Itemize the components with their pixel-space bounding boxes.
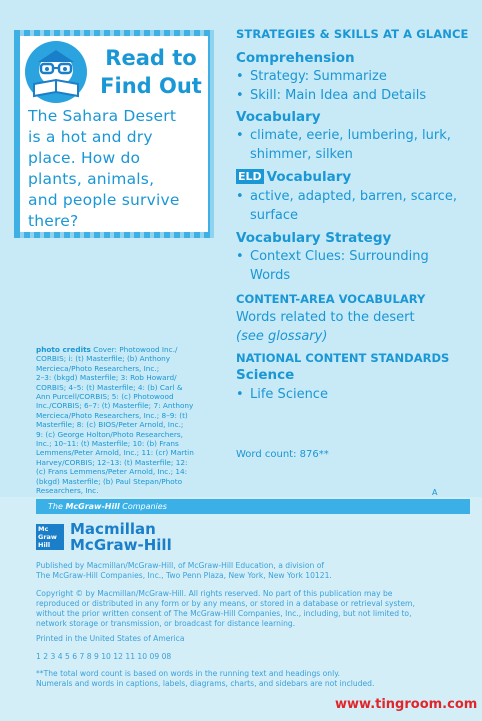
legal-line: Copyright © by Macmillan/McGraw-Hill. All rights reserved. No part of this publication may be [36, 589, 393, 598]
eld-heading-text: Vocabulary [266, 169, 352, 185]
photo-credits [36, 345, 200, 496]
comprehension-list [236, 67, 458, 105]
logo-mark-line: Hill [38, 541, 51, 549]
science-heading: Science [236, 367, 295, 383]
read-to-find-out-title [96, 44, 206, 100]
logo-mark-line: Mc [38, 525, 49, 533]
list-item: • Strategy: Summarize [236, 67, 458, 86]
word-count-note [36, 669, 456, 689]
see-glossary-note: (see glossary) [236, 329, 328, 344]
list-item: • Life Science [236, 385, 458, 404]
list-item: • Skill: Main Idea and Details [236, 86, 458, 105]
title-line-1: Read to [105, 46, 197, 70]
credit-line: CORBIS; i: (t) Masterfile; (b) Anthony [36, 354, 171, 364]
read-to-find-out-inner [20, 36, 208, 232]
read-to-find-out-box [14, 30, 214, 238]
credit-line: Harvey/CORBIS; 12–13: (t) Masterfile; 12: [36, 457, 188, 467]
band-suffix: Companies [122, 502, 167, 511]
credit-line: Mercieca/Photo Researchers, Inc.; 8–9: (t) [36, 410, 188, 420]
vocabulary-strategy-list [236, 247, 458, 285]
legal-line: reproduced or distributed in any form or by any means, or stored in a database or retrieval system, [36, 599, 415, 608]
word-count: Word count: 876** [236, 449, 329, 460]
legal-line: The McGraw-Hill Companies, Inc., Two Penn Plaza, New York, New York 10121. [36, 571, 332, 580]
macmillan-mcgraw-hill-logo [70, 521, 172, 553]
body-line: and people survive [28, 191, 180, 209]
list-item [236, 247, 458, 285]
list-item [236, 126, 458, 164]
credit-line: Cover: Photowood Inc./ [90, 345, 178, 354]
strategy-line-2: Words [250, 268, 291, 283]
credit-line: Masterfile; 8: (c) BIOS/Peter Arnold, Inc.; [36, 420, 184, 430]
eld-vocabulary-list [236, 187, 458, 225]
eld-vocabulary-heading [236, 169, 351, 185]
content-area-text [236, 308, 458, 346]
band-brand: McGraw-Hill [65, 502, 120, 511]
credit-line: Researchers, Inc. [36, 486, 99, 496]
mcgraw-hill-logo-mark [36, 524, 64, 550]
watermark: www.tingroom.com [335, 697, 478, 712]
printed-in: Printed in the United States of America [36, 634, 185, 643]
band-prefix: The [48, 502, 63, 511]
logo-line-1: Macmillan [70, 520, 156, 538]
standards-heading: NATIONAL CONTENT STANDARDS [236, 351, 450, 365]
body-line: place. How do [28, 149, 141, 167]
credit-line: Ann Purcell/CORBIS; 5: (c) Photowood [36, 392, 174, 402]
legal-line: without the prior written consent of The McGraw-Hill Companies, Inc., including, but not limited to, [36, 609, 412, 618]
credit-line: Mercieca/Photo Researchers, Inc.; [36, 363, 160, 373]
content-area-line-1: Words related to the desert [236, 310, 415, 325]
eld-line-2: surface [250, 208, 299, 223]
standards-list [236, 385, 458, 404]
vocabulary-strategy-heading: Vocabulary Strategy [236, 230, 392, 246]
body-line: is a hot and dry [28, 128, 153, 146]
legal-line: Numerals and words in captions, labels, diagrams, charts, and sidebars are not included. [36, 679, 375, 688]
credit-line: (c) Frans Lemmens/Peter Arnold, Inc.; 14: [36, 467, 188, 477]
corner-letter: A [432, 488, 438, 497]
credit-line: Inc./CORBIS; 6–7: (t) Masterfile; 7: Anthony [36, 401, 194, 411]
logo-line-2: McGraw-Hill [70, 536, 172, 554]
vocabulary-list [236, 126, 458, 164]
credit-line: Inc.; 10–11: (t) Masterfile; 10: (b) Frans [36, 439, 179, 449]
credit-line: 9: (c) George Holton/Photo Researchers, [36, 429, 183, 439]
published-by [36, 561, 456, 581]
glance-heading: STRATEGIES & SKILLS AT A GLANCE [236, 27, 469, 41]
vocabulary-line-1: • climate, eerie, lumbering, lurk, [250, 128, 451, 143]
vocabulary-heading: Vocabulary [236, 109, 321, 125]
body-line: there? [28, 212, 79, 230]
credit-line: 2–3: (bkgd) Masterfile; 3: Rob Howard/ [36, 373, 177, 383]
legal-line: network storage or transmission, or broadcast for distance learning. [36, 619, 296, 628]
eld-line-1: • active, adapted, barren, scarce, [250, 189, 457, 204]
body-line: plants, animals, [28, 170, 155, 188]
photo-credits-label: photo credits [36, 345, 91, 354]
credit-line: (bkgd) Masterfile; (b) Paul Stepan/Photo [36, 476, 183, 486]
reader-character-icon [24, 40, 88, 104]
logo-mark-line: Graw [38, 533, 57, 541]
strategy-line-1: • Context Clues: Surrounding [250, 249, 429, 264]
body-line: The Sahara Desert [28, 107, 177, 125]
credit-line: CORBIS; 4–5: (t) Masterfile; 4: (b) Carl & [36, 382, 183, 392]
list-item [236, 187, 458, 225]
copyright-notice [36, 589, 456, 629]
eld-badge: ELD [238, 170, 262, 183]
comprehension-heading: Comprehension [236, 50, 355, 66]
legal-line: **The total word count is based on words in the running text and headings only. [36, 669, 341, 678]
credit-line: Lemmens/Peter Arnold, Inc.; 11: (cr) Martin [36, 448, 194, 458]
print-line-numbers: 1 2 3 4 5 6 7 8 9 10 12 11 10 09 08 [36, 652, 172, 661]
title-line-2: Find Out [100, 74, 202, 98]
vocabulary-line-2: shimmer, silken [250, 147, 353, 162]
legal-line: Published by Macmillan/McGraw-Hill, of McGraw-Hill Education, a division of [36, 561, 325, 570]
publisher-band [36, 499, 470, 514]
read-to-find-out-body [28, 106, 198, 232]
content-area-heading: CONTENT-AREA VOCABULARY [236, 292, 426, 306]
